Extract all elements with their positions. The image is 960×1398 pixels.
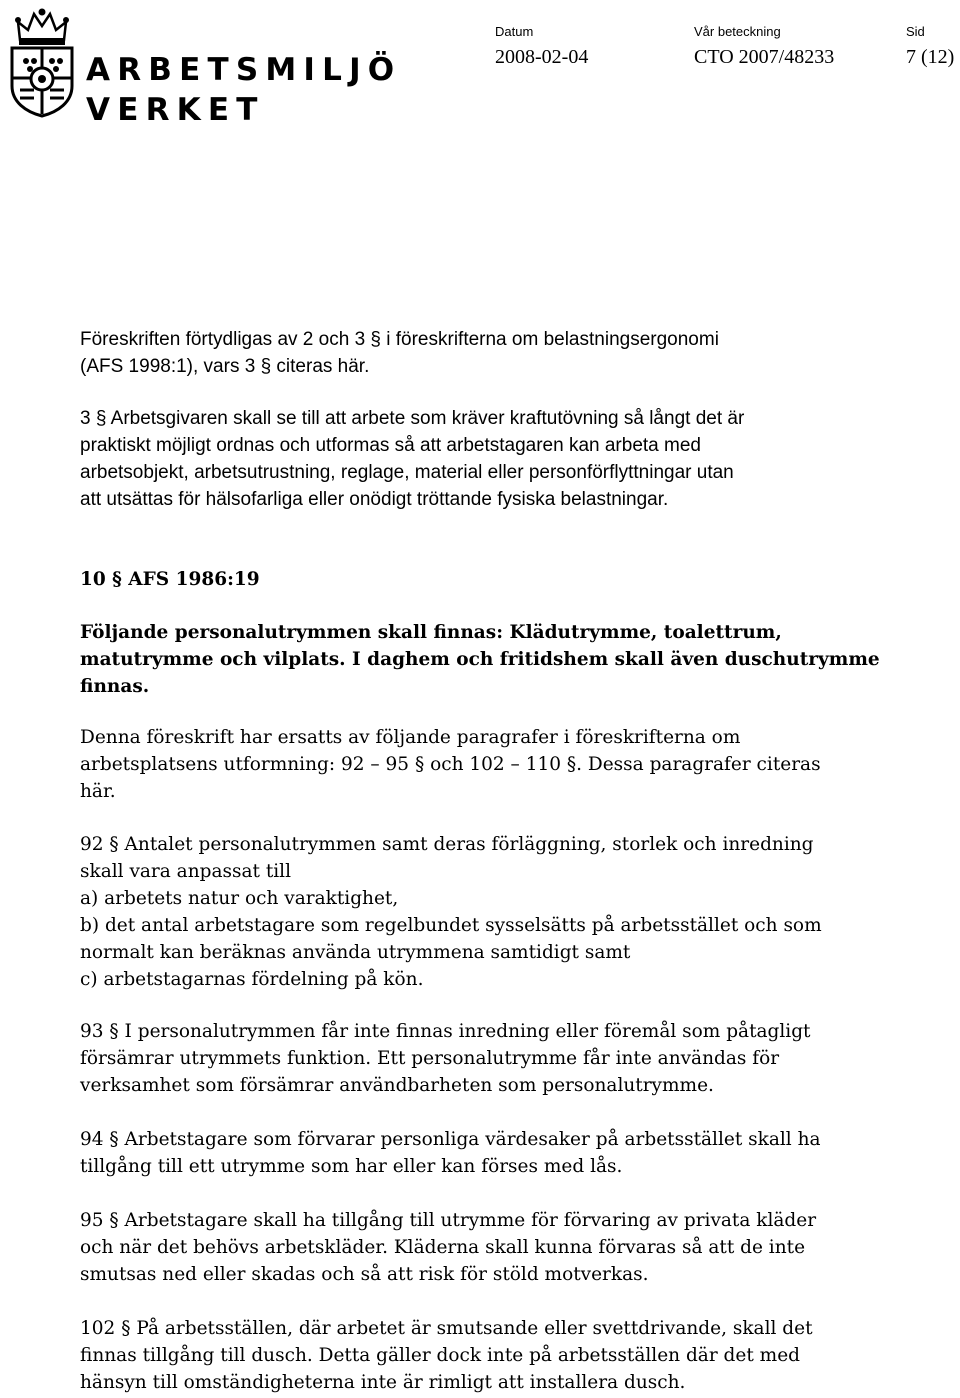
section-93 <box>80 1018 900 1099</box>
text-line: Denna föreskrift har ersatts av följande paragrafer i föreskrifterna om <box>80 727 741 748</box>
replacement-note <box>80 724 900 805</box>
text-line: a) arbetets natur och varaktighet, <box>80 888 399 909</box>
text-line: 92 § Antalet personalutrymmen samt deras förläggning, storlek och inredning <box>80 834 814 855</box>
quoted-regulation-bold <box>80 619 900 700</box>
section-94 <box>80 1126 900 1180</box>
text-line: skall vara anpassat till <box>80 861 292 882</box>
reference-value: CTO 2007/48233 <box>694 46 835 68</box>
text-line: 3 § Arbetsgivaren skall se till att arbete som kräver kraftutövning så långt det är <box>80 408 745 429</box>
reference-label: Vår beteckning <box>694 24 781 39</box>
organization-name <box>86 50 401 130</box>
text-line: 94 § Arbetstagare som förvarar personliga värdesaker på arbetsstället skall ha <box>80 1129 821 1150</box>
text-line: 102 § På arbetsställen, där arbetet är smutsande eller svettdrivande, skall det <box>80 1318 813 1339</box>
text-line: och när det behövs arbetskläder. Kläderna skall kunna förvaras så att de inte <box>80 1237 806 1258</box>
text-line: (AFS 1998:1), vars 3 § citeras här. <box>80 356 370 377</box>
organization-name-line-1: ARBETSMILJÖ <box>86 52 402 88</box>
section-heading <box>80 566 900 593</box>
text-line: här. <box>80 781 116 802</box>
text-line: att utsättas för hälsofarliga eller onödigt tröttande fysiska belastningar. <box>80 489 669 510</box>
date-value: 2008-02-04 <box>495 46 589 68</box>
text-line: 93 § I personalutrymmen får inte finnas inredning eller föremål som påtagligt <box>80 1021 811 1042</box>
section-95 <box>80 1207 900 1288</box>
text-line: hänsyn till omständigheterna inte är rimligt att installera dusch. <box>80 1372 686 1393</box>
text-line: arbetsplatsens utformning: 92 – 95 § och 102 – 110 §. Dessa paragrafer citeras <box>80 754 821 775</box>
section-102 <box>80 1315 900 1396</box>
section-92 <box>80 831 900 993</box>
page-number-field <box>906 24 954 70</box>
page-number-label: Sid <box>906 24 925 39</box>
page-number-value: 7 (12) <box>906 46 955 68</box>
text-line: matutrymme och vilplats. I daghem och fritidshem skall även duschutrymme <box>80 649 880 670</box>
text-line: tillgång till ett utrymme som har eller kan förses med lås. <box>80 1156 623 1177</box>
text-line: b) det antal arbetstagare som regelbundet sysselsätts på arbetsstället och som <box>80 915 822 936</box>
text-line: finnas. <box>80 676 150 697</box>
text-line: smutsas ned eller skadas och så att risk för stöld motverkas. <box>80 1264 649 1285</box>
text-line: normalt kan beräknas använda utrymmena samtidigt samt <box>80 942 631 963</box>
text-line: arbetsobjekt, arbetsutrustning, reglage, material eller personförflyttningar utan <box>80 462 734 483</box>
text-line: Föreskriften förtydligas av 2 och 3 § i föreskrifterna om belastningsergonomi <box>80 329 719 350</box>
text-line: c) arbetstagarnas fördelning på kön. <box>80 969 424 990</box>
text-line: 10 § AFS 1986:19 <box>80 569 260 590</box>
text-line: försämrar utrymmets funktion. Ett personalutrymme får inte användas för <box>80 1048 780 1069</box>
text-line: finnas tillgång till dusch. Detta gäller dock inte på arbetsställen där det med <box>80 1345 801 1366</box>
intro-paragraph <box>80 326 900 380</box>
organization-name-line-2: VERKET <box>86 92 265 128</box>
text-line: verksamhet som försämrar användbarheten som personalutrymme. <box>80 1075 714 1096</box>
quoted-section-3 <box>80 405 900 513</box>
coat-of-arms-logo <box>6 6 78 118</box>
date-label: Datum <box>495 24 534 39</box>
text-line: 95 § Arbetstagare skall ha tillgång till utrymme för förvaring av privata kläder <box>80 1210 817 1231</box>
text-line: praktiskt möjligt ordnas och utformas så att arbetstagaren kan arbeta med <box>80 435 701 456</box>
date-field <box>495 24 588 70</box>
text-line: Följande personalutrymmen skall finnas: Klädutrymme, toalettrum, <box>80 622 782 643</box>
reference-field <box>694 24 834 70</box>
